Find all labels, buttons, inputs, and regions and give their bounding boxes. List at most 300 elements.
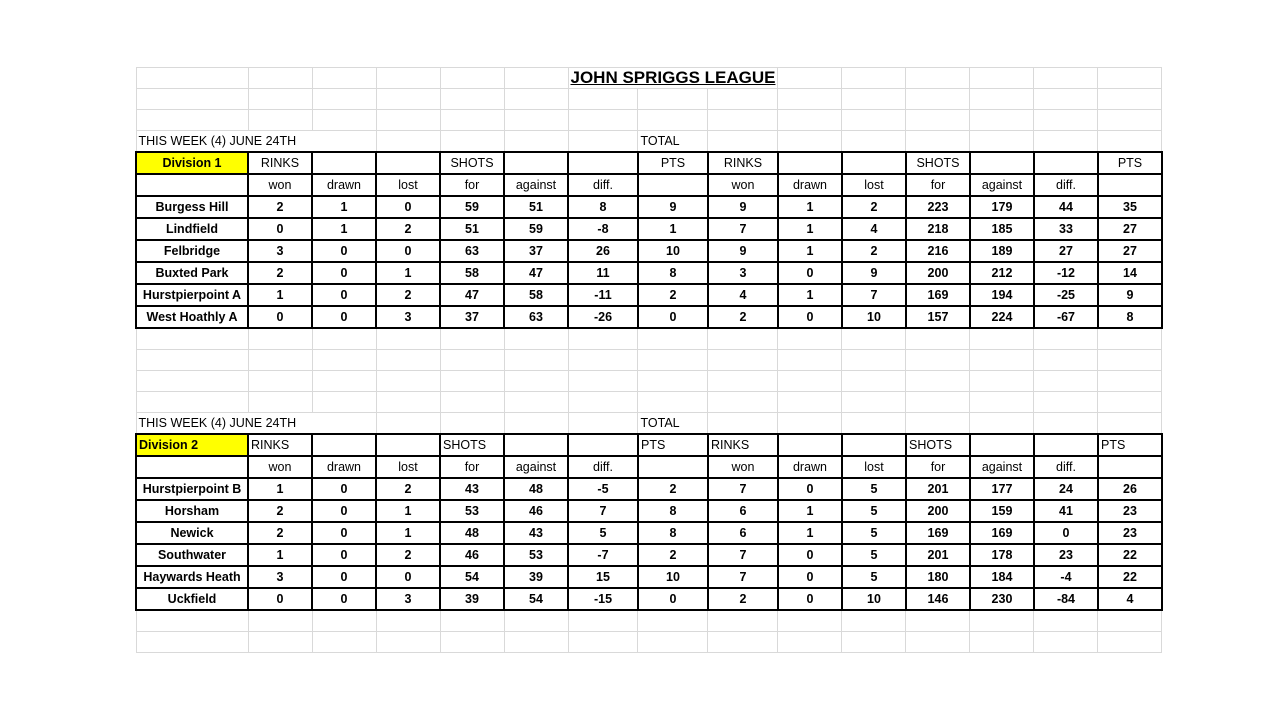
stat-cell[interactable]: 218 <box>906 218 970 240</box>
stat-cell[interactable]: 27 <box>1034 240 1098 262</box>
empty-cell[interactable] <box>568 413 638 435</box>
stat-cell[interactable]: 0 <box>1034 522 1098 544</box>
column-group-header[interactable]: SHOTS <box>440 152 504 174</box>
stat-cell[interactable]: 15 <box>568 566 638 588</box>
stat-cell[interactable]: 7 <box>842 284 906 306</box>
column-group-header[interactable]: RINKS <box>248 434 312 456</box>
stat-cell[interactable]: 0 <box>376 566 440 588</box>
stat-cell[interactable]: -26 <box>568 306 638 328</box>
empty-cell[interactable] <box>842 350 906 371</box>
empty-cell[interactable] <box>842 89 906 110</box>
stat-cell[interactable]: 201 <box>906 478 970 500</box>
empty-cell[interactable] <box>312 89 376 110</box>
empty-cell[interactable] <box>842 371 906 392</box>
empty-cell[interactable] <box>638 110 708 131</box>
empty-cell[interactable] <box>248 610 312 632</box>
column-header[interactable]: diff. <box>1034 174 1098 196</box>
team-name[interactable]: Haywards Heath <box>136 566 248 588</box>
empty-cell[interactable] <box>504 131 568 153</box>
stat-cell[interactable]: 3 <box>376 306 440 328</box>
stat-cell[interactable]: 1 <box>778 196 842 218</box>
empty-cell[interactable] <box>248 632 312 653</box>
stat-cell[interactable]: -12 <box>1034 262 1098 284</box>
empty-cell[interactable] <box>1034 350 1098 371</box>
stat-cell[interactable]: 37 <box>440 306 504 328</box>
stat-cell[interactable]: 5 <box>842 500 906 522</box>
empty-cell[interactable] <box>1098 131 1162 153</box>
stat-cell[interactable]: 0 <box>778 306 842 328</box>
column-group-header[interactable] <box>568 152 638 174</box>
stat-cell[interactable]: 23 <box>1034 544 1098 566</box>
empty-cell[interactable] <box>970 68 1034 89</box>
stat-cell[interactable]: 11 <box>568 262 638 284</box>
empty-cell[interactable] <box>778 610 842 632</box>
empty-cell[interactable] <box>906 68 970 89</box>
stat-cell[interactable]: -15 <box>568 588 638 610</box>
stat-cell[interactable]: 1 <box>778 240 842 262</box>
stat-cell[interactable]: 10 <box>638 240 708 262</box>
empty-cell[interactable] <box>376 632 440 653</box>
column-header[interactable]: against <box>970 456 1034 478</box>
team-name[interactable]: Southwater <box>136 544 248 566</box>
stat-cell[interactable]: 2 <box>638 478 708 500</box>
column-group-header[interactable] <box>778 434 842 456</box>
empty-cell[interactable] <box>708 89 778 110</box>
empty-cell[interactable] <box>136 392 248 413</box>
column-group-header[interactable]: RINKS <box>708 434 778 456</box>
stat-cell[interactable]: 200 <box>906 500 970 522</box>
stat-cell[interactable]: 146 <box>906 588 970 610</box>
empty-cell[interactable] <box>842 610 906 632</box>
empty-cell[interactable] <box>970 328 1034 350</box>
team-name[interactable]: Felbridge <box>136 240 248 262</box>
empty-cell[interactable] <box>1098 371 1162 392</box>
empty-cell[interactable] <box>1098 392 1162 413</box>
stat-cell[interactable]: 0 <box>248 218 312 240</box>
empty-cell[interactable] <box>1098 413 1162 435</box>
empty-cell[interactable] <box>638 328 708 350</box>
total-label[interactable]: TOTAL <box>638 413 708 435</box>
stat-cell[interactable]: 46 <box>440 544 504 566</box>
empty-cell[interactable] <box>312 610 376 632</box>
empty-cell[interactable] <box>248 392 312 413</box>
stat-cell[interactable]: 5 <box>842 478 906 500</box>
empty-cell[interactable] <box>440 350 504 371</box>
empty-cell[interactable] <box>970 89 1034 110</box>
empty-cell[interactable] <box>504 610 568 632</box>
empty-cell[interactable] <box>568 371 638 392</box>
column-header[interactable]: won <box>708 456 778 478</box>
stat-cell[interactable]: 1 <box>248 284 312 306</box>
total-label[interactable]: TOTAL <box>638 131 708 153</box>
empty-cell[interactable] <box>708 632 778 653</box>
stat-cell[interactable]: 7 <box>708 566 778 588</box>
empty-cell[interactable] <box>778 350 842 371</box>
empty-cell[interactable] <box>248 350 312 371</box>
stat-cell[interactable]: 0 <box>312 588 376 610</box>
team-name[interactable]: Burgess Hill <box>136 196 248 218</box>
stat-cell[interactable]: 2 <box>842 240 906 262</box>
empty-cell[interactable] <box>906 350 970 371</box>
team-name[interactable]: Buxted Park <box>136 262 248 284</box>
empty-cell[interactable] <box>1098 110 1162 131</box>
empty-cell[interactable] <box>568 392 638 413</box>
empty-cell[interactable] <box>638 392 708 413</box>
stat-cell[interactable]: 9 <box>842 262 906 284</box>
team-name[interactable]: Lindfield <box>136 218 248 240</box>
empty-cell[interactable] <box>1034 413 1098 435</box>
empty-cell[interactable] <box>440 392 504 413</box>
empty-cell[interactable] <box>312 350 376 371</box>
stat-cell[interactable]: 1 <box>778 218 842 240</box>
team-name[interactable]: West Hoathly A <box>136 306 248 328</box>
stat-cell[interactable]: 1 <box>248 478 312 500</box>
stat-cell[interactable]: 5 <box>842 566 906 588</box>
stat-cell[interactable]: 2 <box>638 544 708 566</box>
empty-cell[interactable] <box>1098 68 1162 89</box>
column-header[interactable]: for <box>440 174 504 196</box>
empty-cell[interactable] <box>440 610 504 632</box>
empty-cell[interactable] <box>906 632 970 653</box>
stat-cell[interactable]: 2 <box>248 196 312 218</box>
stat-cell[interactable]: 51 <box>504 196 568 218</box>
empty-cell[interactable] <box>708 371 778 392</box>
stat-cell[interactable]: 3 <box>376 588 440 610</box>
stat-cell[interactable]: 200 <box>906 262 970 284</box>
column-group-header[interactable] <box>970 152 1034 174</box>
column-group-header[interactable] <box>376 434 440 456</box>
stat-cell[interactable]: 0 <box>778 566 842 588</box>
empty-cell[interactable] <box>504 632 568 653</box>
stat-cell[interactable]: 9 <box>708 240 778 262</box>
empty-cell[interactable] <box>970 610 1034 632</box>
empty-cell[interactable] <box>136 610 248 632</box>
stat-cell[interactable]: 53 <box>440 500 504 522</box>
stat-cell[interactable]: 24 <box>1034 478 1098 500</box>
column-group-header[interactable] <box>1034 434 1098 456</box>
stat-cell[interactable]: 159 <box>970 500 1034 522</box>
stat-cell[interactable]: 22 <box>1098 544 1162 566</box>
empty-cell[interactable] <box>504 371 568 392</box>
team-name[interactable]: Newick <box>136 522 248 544</box>
stat-cell[interactable]: 9 <box>638 196 708 218</box>
team-header-cell[interactable] <box>136 174 248 196</box>
empty-cell[interactable] <box>708 328 778 350</box>
empty-cell[interactable] <box>842 68 906 89</box>
stat-cell[interactable]: 3 <box>248 566 312 588</box>
empty-cell[interactable] <box>638 350 708 371</box>
empty-cell[interactable] <box>376 68 440 89</box>
empty-cell[interactable] <box>312 110 376 131</box>
empty-cell[interactable] <box>136 89 248 110</box>
stat-cell[interactable]: 26 <box>1098 478 1162 500</box>
stat-cell[interactable]: 3 <box>248 240 312 262</box>
column-group-header[interactable] <box>842 152 906 174</box>
stat-cell[interactable]: -4 <box>1034 566 1098 588</box>
stat-cell[interactable]: 0 <box>248 588 312 610</box>
stat-cell[interactable]: 9 <box>708 196 778 218</box>
empty-cell[interactable] <box>312 392 376 413</box>
empty-cell[interactable] <box>906 610 970 632</box>
empty-cell[interactable] <box>1098 610 1162 632</box>
stat-cell[interactable]: 1 <box>376 262 440 284</box>
stat-cell[interactable]: 0 <box>312 500 376 522</box>
stat-cell[interactable]: 4 <box>1098 588 1162 610</box>
stat-cell[interactable]: 157 <box>906 306 970 328</box>
empty-cell[interactable] <box>248 89 312 110</box>
stat-cell[interactable]: 37 <box>504 240 568 262</box>
stat-cell[interactable]: 1 <box>778 522 842 544</box>
empty-cell[interactable] <box>312 328 376 350</box>
stat-cell[interactable]: 7 <box>708 218 778 240</box>
stat-cell[interactable]: 22 <box>1098 566 1162 588</box>
empty-cell[interactable] <box>638 89 708 110</box>
stat-cell[interactable]: 2 <box>376 544 440 566</box>
column-group-header[interactable]: SHOTS <box>906 152 970 174</box>
empty-cell[interactable] <box>906 328 970 350</box>
column-group-header[interactable]: PTS <box>638 434 708 456</box>
stat-cell[interactable]: 58 <box>440 262 504 284</box>
empty-cell[interactable] <box>1034 131 1098 153</box>
column-group-header[interactable] <box>568 434 638 456</box>
team-name[interactable]: Horsham <box>136 500 248 522</box>
stat-cell[interactable]: 3 <box>708 262 778 284</box>
column-header[interactable]: for <box>906 174 970 196</box>
stat-cell[interactable]: 23 <box>1098 522 1162 544</box>
stat-cell[interactable]: -84 <box>1034 588 1098 610</box>
stat-cell[interactable]: 4 <box>708 284 778 306</box>
stat-cell[interactable]: 10 <box>842 588 906 610</box>
stat-cell[interactable]: 48 <box>504 478 568 500</box>
stat-cell[interactable]: 59 <box>440 196 504 218</box>
stat-cell[interactable]: 44 <box>1034 196 1098 218</box>
empty-cell[interactable] <box>708 413 778 435</box>
empty-cell[interactable] <box>376 89 440 110</box>
team-header-cell[interactable] <box>136 456 248 478</box>
stat-cell[interactable]: 0 <box>312 284 376 306</box>
column-group-header[interactable]: SHOTS <box>906 434 970 456</box>
empty-cell[interactable] <box>440 328 504 350</box>
stat-cell[interactable]: 0 <box>376 196 440 218</box>
stat-cell[interactable]: 2 <box>376 284 440 306</box>
empty-cell[interactable] <box>504 413 568 435</box>
empty-cell[interactable] <box>376 610 440 632</box>
stat-cell[interactable]: 59 <box>504 218 568 240</box>
column-group-header[interactable]: PTS <box>1098 152 1162 174</box>
empty-cell[interactable] <box>708 131 778 153</box>
empty-cell[interactable] <box>136 371 248 392</box>
empty-cell[interactable] <box>568 610 638 632</box>
stat-cell[interactable]: 35 <box>1098 196 1162 218</box>
empty-cell[interactable] <box>504 68 568 89</box>
empty-cell[interactable] <box>778 371 842 392</box>
column-group-header[interactable] <box>970 434 1034 456</box>
empty-cell[interactable] <box>1034 68 1098 89</box>
empty-cell[interactable] <box>312 68 376 89</box>
stat-cell[interactable]: 194 <box>970 284 1034 306</box>
stat-cell[interactable]: 1 <box>376 500 440 522</box>
stat-cell[interactable]: -25 <box>1034 284 1098 306</box>
empty-cell[interactable] <box>1034 110 1098 131</box>
empty-cell[interactable] <box>638 371 708 392</box>
empty-cell[interactable] <box>312 371 376 392</box>
stat-cell[interactable]: 169 <box>906 522 970 544</box>
stat-cell[interactable]: 8 <box>568 196 638 218</box>
empty-cell[interactable] <box>504 89 568 110</box>
stat-cell[interactable]: 0 <box>248 306 312 328</box>
empty-cell[interactable] <box>842 632 906 653</box>
stat-cell[interactable]: 14 <box>1098 262 1162 284</box>
stat-cell[interactable]: 177 <box>970 478 1034 500</box>
league-title[interactable]: JOHN SPRIGGS LEAGUE <box>568 68 778 89</box>
stat-cell[interactable]: 27 <box>1098 240 1162 262</box>
empty-cell[interactable] <box>970 110 1034 131</box>
team-name[interactable]: Hurstpierpoint B <box>136 478 248 500</box>
stat-cell[interactable]: 180 <box>906 566 970 588</box>
empty-cell[interactable] <box>842 392 906 413</box>
empty-cell[interactable] <box>1034 328 1098 350</box>
stat-cell[interactable]: 184 <box>970 566 1034 588</box>
stat-cell[interactable]: 8 <box>638 500 708 522</box>
empty-cell[interactable] <box>440 110 504 131</box>
stat-cell[interactable]: 224 <box>970 306 1034 328</box>
stat-cell[interactable]: 7 <box>708 478 778 500</box>
division-label[interactable]: Division 2 <box>136 434 248 456</box>
column-header[interactable]: for <box>440 456 504 478</box>
stat-cell[interactable]: 6 <box>708 500 778 522</box>
column-group-header[interactable]: SHOTS <box>440 434 504 456</box>
column-group-header[interactable]: PTS <box>1098 434 1162 456</box>
stat-cell[interactable]: 1 <box>248 544 312 566</box>
empty-cell[interactable] <box>136 110 248 131</box>
empty-cell[interactable] <box>136 632 248 653</box>
empty-cell[interactable] <box>376 392 440 413</box>
stat-cell[interactable]: 5 <box>842 522 906 544</box>
empty-cell[interactable] <box>906 110 970 131</box>
empty-cell[interactable] <box>568 328 638 350</box>
stat-cell[interactable]: 185 <box>970 218 1034 240</box>
stat-cell[interactable]: 2 <box>708 306 778 328</box>
empty-cell[interactable] <box>1098 89 1162 110</box>
stat-cell[interactable]: 10 <box>638 566 708 588</box>
stat-cell[interactable]: 1 <box>778 284 842 306</box>
stat-cell[interactable]: 23 <box>1098 500 1162 522</box>
column-header[interactable]: against <box>504 456 568 478</box>
stat-cell[interactable]: 216 <box>906 240 970 262</box>
column-header[interactable]: against <box>970 174 1034 196</box>
stat-cell[interactable]: 2 <box>248 500 312 522</box>
empty-cell[interactable] <box>440 413 504 435</box>
column-header[interactable]: won <box>248 456 312 478</box>
stat-cell[interactable]: 2 <box>376 218 440 240</box>
column-header[interactable]: drawn <box>778 456 842 478</box>
stat-cell[interactable]: 46 <box>504 500 568 522</box>
empty-cell[interactable] <box>638 610 708 632</box>
empty-cell[interactable] <box>1034 392 1098 413</box>
empty-cell[interactable] <box>970 632 1034 653</box>
empty-cell[interactable] <box>778 110 842 131</box>
stat-cell[interactable]: 1 <box>638 218 708 240</box>
column-header[interactable] <box>638 456 708 478</box>
empty-cell[interactable] <box>568 350 638 371</box>
stat-cell[interactable]: 41 <box>1034 500 1098 522</box>
column-header[interactable] <box>1098 174 1162 196</box>
stat-cell[interactable]: 2 <box>376 478 440 500</box>
stat-cell[interactable]: 0 <box>312 306 376 328</box>
stat-cell[interactable]: 54 <box>504 588 568 610</box>
empty-cell[interactable] <box>376 131 440 153</box>
stat-cell[interactable]: 0 <box>312 544 376 566</box>
empty-cell[interactable] <box>568 632 638 653</box>
empty-cell[interactable] <box>248 371 312 392</box>
empty-cell[interactable] <box>136 328 248 350</box>
stat-cell[interactable]: 2 <box>248 262 312 284</box>
empty-cell[interactable] <box>778 413 842 435</box>
column-group-header[interactable] <box>376 152 440 174</box>
column-group-header[interactable]: PTS <box>638 152 708 174</box>
empty-cell[interactable] <box>906 392 970 413</box>
empty-cell[interactable] <box>312 632 376 653</box>
empty-cell[interactable] <box>970 413 1034 435</box>
stat-cell[interactable]: 0 <box>778 544 842 566</box>
empty-cell[interactable] <box>136 68 248 89</box>
stat-cell[interactable]: 0 <box>312 566 376 588</box>
empty-cell[interactable] <box>568 110 638 131</box>
empty-cell[interactable] <box>970 371 1034 392</box>
stat-cell[interactable]: 7 <box>568 500 638 522</box>
column-header[interactable] <box>1098 456 1162 478</box>
empty-cell[interactable] <box>1034 610 1098 632</box>
column-group-header[interactable] <box>778 152 842 174</box>
stat-cell[interactable]: 0 <box>312 240 376 262</box>
empty-cell[interactable] <box>440 131 504 153</box>
empty-cell[interactable] <box>504 392 568 413</box>
stat-cell[interactable]: 43 <box>504 522 568 544</box>
column-header[interactable]: won <box>708 174 778 196</box>
column-header[interactable]: for <box>906 456 970 478</box>
empty-cell[interactable] <box>504 350 568 371</box>
empty-cell[interactable] <box>708 350 778 371</box>
empty-cell[interactable] <box>136 350 248 371</box>
empty-cell[interactable] <box>1098 328 1162 350</box>
stat-cell[interactable]: 179 <box>970 196 1034 218</box>
empty-cell[interactable] <box>778 328 842 350</box>
week-label[interactable]: THIS WEEK (4) JUNE 24TH <box>136 413 376 435</box>
empty-cell[interactable] <box>842 131 906 153</box>
empty-cell[interactable] <box>440 371 504 392</box>
stat-cell[interactable]: 5 <box>842 544 906 566</box>
stat-cell[interactable]: 0 <box>376 240 440 262</box>
stat-cell[interactable]: 230 <box>970 588 1034 610</box>
week-label[interactable]: THIS WEEK (4) JUNE 24TH <box>136 131 376 153</box>
stat-cell[interactable]: 189 <box>970 240 1034 262</box>
stat-cell[interactable]: -5 <box>568 478 638 500</box>
empty-cell[interactable] <box>906 371 970 392</box>
stat-cell[interactable]: 1 <box>376 522 440 544</box>
empty-cell[interactable] <box>248 328 312 350</box>
stat-cell[interactable]: -8 <box>568 218 638 240</box>
empty-cell[interactable] <box>568 89 638 110</box>
empty-cell[interactable] <box>376 110 440 131</box>
team-name[interactable]: Uckfield <box>136 588 248 610</box>
stat-cell[interactable]: 169 <box>906 284 970 306</box>
stat-cell[interactable]: 1 <box>778 500 842 522</box>
empty-cell[interactable] <box>778 392 842 413</box>
empty-cell[interactable] <box>970 350 1034 371</box>
stat-cell[interactable]: 169 <box>970 522 1034 544</box>
empty-cell[interactable] <box>440 68 504 89</box>
empty-cell[interactable] <box>778 89 842 110</box>
